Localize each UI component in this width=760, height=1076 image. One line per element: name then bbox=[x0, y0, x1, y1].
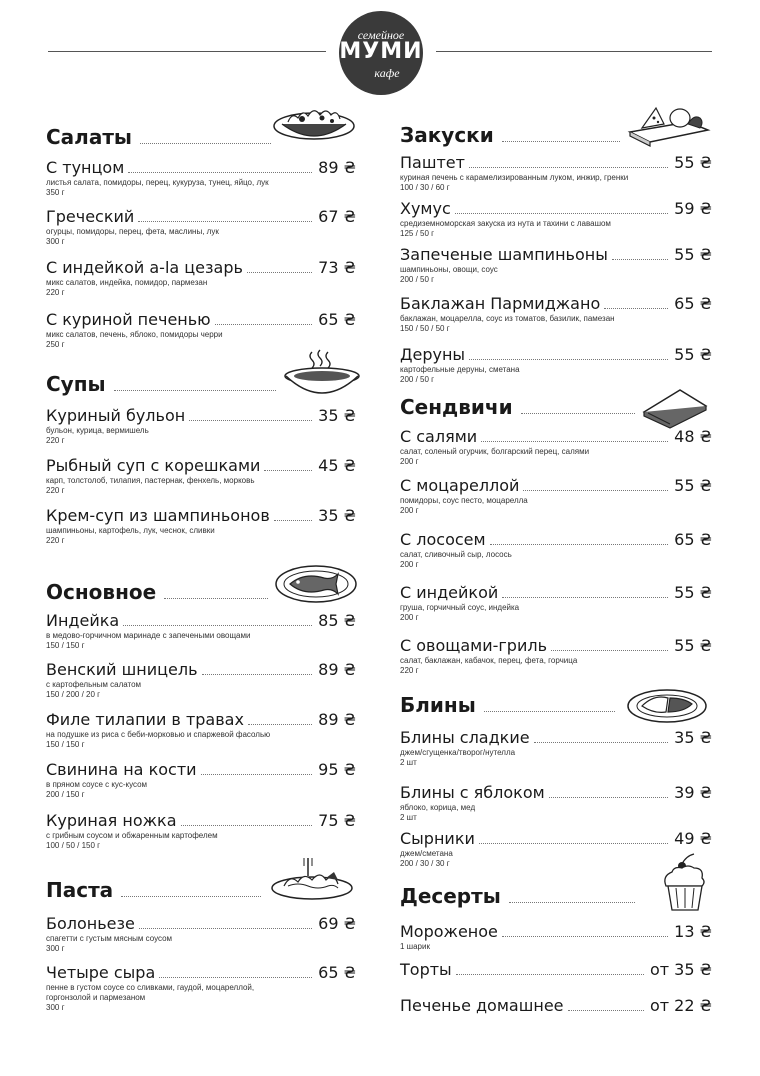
section-title-sandwiches bbox=[400, 396, 635, 418]
item-price: 69 ₴ bbox=[318, 914, 356, 933]
item-name: Куриный бульон bbox=[46, 406, 186, 425]
menu-item bbox=[46, 660, 356, 700]
leader-dots bbox=[264, 470, 312, 471]
menu-item bbox=[400, 530, 712, 570]
leader-dots bbox=[502, 936, 668, 937]
logo-line-3: кафе bbox=[374, 66, 400, 80]
item-description: в медово-горчичном маринаде с запечеными овощами bbox=[46, 631, 251, 640]
item-weight: 200 г bbox=[400, 613, 419, 622]
item-description: огурцы, помидоры, перец, фета, маслины, лук bbox=[46, 227, 219, 236]
item-description: джем/сметана bbox=[400, 849, 453, 858]
leader-dots bbox=[484, 711, 615, 712]
item-name: Паштет bbox=[400, 153, 465, 172]
item-name: С индейкой a-la цезарь bbox=[46, 258, 243, 277]
item-price: 35 ₴ bbox=[318, 506, 356, 525]
item-price: 55 ₴ bbox=[674, 245, 712, 264]
menu-item bbox=[400, 294, 712, 334]
item-weight: 200 / 50 г bbox=[400, 275, 435, 284]
item-weight: 200 г bbox=[400, 506, 419, 515]
leader-dots bbox=[521, 413, 635, 414]
section-title: Блины bbox=[400, 693, 476, 717]
item-price: 65 ₴ bbox=[318, 963, 356, 982]
item-name: Хумус bbox=[400, 199, 451, 218]
section-title-appetizers bbox=[400, 124, 620, 146]
section-title: Десерты bbox=[400, 884, 501, 908]
leader-dots bbox=[164, 598, 268, 599]
item-description: салат, соленый огурчик, болгарский перец, салями bbox=[400, 447, 590, 456]
item-description: баклажан, моцарелла, соус из томатов, базилик, памезан bbox=[400, 314, 615, 323]
item-weight: 220 г bbox=[46, 486, 65, 495]
item-name: Мороженое bbox=[400, 922, 498, 941]
item-description: куриная печень с карамелизированным луком, инжир, гренки bbox=[400, 173, 629, 182]
leader-dots bbox=[247, 272, 312, 273]
leader-dots bbox=[549, 797, 668, 798]
item-weight: 2 шт bbox=[400, 758, 417, 767]
item-description: средиземноморская закуска из нута и тахини с лавашом bbox=[400, 219, 611, 228]
leader-dots bbox=[523, 490, 668, 491]
cupcake-icon bbox=[660, 852, 710, 912]
leader-dots bbox=[481, 441, 668, 442]
item-weight: 220 г bbox=[400, 666, 419, 675]
item-name: Болоньезе bbox=[46, 914, 135, 933]
menu-item bbox=[400, 199, 712, 239]
item-description: джем/сгущенка/творог/нутелла bbox=[400, 748, 516, 757]
soup-bowl-icon bbox=[282, 348, 362, 396]
item-description: в пряном соусе с кус-кусом bbox=[46, 780, 148, 789]
item-name: Баклажан Пармиджано bbox=[400, 294, 601, 313]
item-price: 55 ₴ bbox=[674, 153, 712, 172]
item-name: С тунцом bbox=[46, 158, 125, 177]
leader-dots bbox=[551, 650, 668, 651]
leader-dots bbox=[189, 420, 312, 421]
item-price: 65 ₴ bbox=[674, 294, 712, 313]
leader-dots bbox=[534, 742, 669, 743]
leader-dots bbox=[139, 928, 312, 929]
menu-item bbox=[46, 914, 356, 954]
item-price: 45 ₴ bbox=[318, 456, 356, 475]
leader-dots bbox=[455, 213, 668, 214]
menu-item bbox=[400, 476, 712, 516]
menu-item bbox=[46, 456, 356, 496]
pasta-plate-icon bbox=[270, 856, 354, 902]
item-name: Запеченые шампиньоны bbox=[400, 245, 608, 264]
item-price: 89 ₴ bbox=[318, 158, 356, 177]
cafe-logo bbox=[339, 11, 423, 95]
item-name: Свинина на кости bbox=[46, 760, 197, 779]
item-description: салат, сливочный сыр, лосось bbox=[400, 550, 512, 559]
item-weight: 300 г bbox=[46, 1003, 65, 1012]
item-price: 55 ₴ bbox=[674, 636, 712, 655]
menu-item bbox=[400, 427, 712, 467]
item-name: Блины сладкие bbox=[400, 728, 530, 747]
item-description: с грибным соусом и обжаренным картофелем bbox=[46, 831, 218, 840]
menu-item bbox=[46, 710, 356, 750]
leader-dots bbox=[215, 324, 313, 325]
item-price: 67 ₴ bbox=[318, 207, 356, 226]
item-price: 55 ₴ bbox=[674, 476, 712, 495]
item-description: груша, горчичный соус, индейка bbox=[400, 603, 520, 612]
item-description: пенне в густом соусе со сливками, гаудой, моцареллой, горгонзолой и пармезаном bbox=[46, 983, 255, 1002]
section-title-pasta bbox=[46, 879, 261, 901]
fish-plate-icon bbox=[274, 560, 358, 606]
item-weight: 220 г bbox=[46, 536, 65, 545]
leader-dots bbox=[502, 141, 620, 142]
item-description: салат, баклажан, кабачок, перец, фета, горчица bbox=[400, 656, 578, 665]
item-description: 1 шарик bbox=[400, 942, 430, 951]
section-title-main bbox=[46, 581, 268, 603]
item-name: С моцареллой bbox=[400, 476, 520, 495]
item-price: 65 ₴ bbox=[318, 310, 356, 329]
item-price: 89 ₴ bbox=[318, 660, 356, 679]
leader-dots bbox=[612, 259, 668, 260]
item-name: С индейкой bbox=[400, 583, 499, 602]
item-name: С куриной печенью bbox=[46, 310, 211, 329]
menu-item bbox=[400, 996, 712, 1016]
menu-item bbox=[400, 345, 712, 385]
menu-item bbox=[400, 960, 712, 980]
leader-dots bbox=[469, 167, 668, 168]
item-name: С овощами-гриль bbox=[400, 636, 547, 655]
item-name: Крем-суп из шампиньонов bbox=[46, 506, 270, 525]
leader-dots bbox=[509, 902, 635, 903]
item-description: яблоко, корица, мед bbox=[400, 803, 476, 812]
item-price: 55 ₴ bbox=[674, 345, 712, 364]
leader-dots bbox=[490, 544, 669, 545]
item-price: 48 ₴ bbox=[674, 427, 712, 446]
item-weight: 200 / 30 / 30 г bbox=[400, 859, 450, 868]
item-weight: 100 / 30 / 60 г bbox=[400, 183, 450, 192]
menu-item bbox=[46, 310, 356, 350]
item-weight: 350 г bbox=[46, 188, 65, 197]
section-title: Супы bbox=[46, 372, 106, 396]
item-name: Печенье домашнее bbox=[400, 996, 564, 1015]
salad-bowl-icon bbox=[272, 104, 356, 144]
section-title: Основное bbox=[46, 580, 157, 604]
menu-item bbox=[46, 207, 356, 247]
menu-item bbox=[46, 158, 356, 198]
leader-dots bbox=[604, 308, 668, 309]
item-weight: 220 г bbox=[46, 288, 65, 297]
leader-dots bbox=[469, 359, 668, 360]
menu-item bbox=[400, 636, 712, 676]
item-weight: 125 / 50 г bbox=[400, 229, 435, 238]
item-price: 55 ₴ bbox=[674, 583, 712, 602]
item-weight: 100 / 50 / 150 г bbox=[46, 841, 101, 850]
item-description: листья салата, помидоры, перец, кукуруза, тунец, яйцо, лук bbox=[46, 178, 269, 187]
leader-dots bbox=[140, 143, 271, 144]
item-weight: 300 г bbox=[46, 237, 65, 246]
section-title: Салаты bbox=[46, 125, 132, 149]
menu-item bbox=[46, 760, 356, 800]
menu-item bbox=[400, 783, 712, 823]
menu-item bbox=[400, 245, 712, 285]
pancakes-plate-icon bbox=[626, 686, 708, 726]
item-name: Куриная ножка bbox=[46, 811, 177, 830]
item-description: с картофельным салатом bbox=[46, 680, 142, 689]
leader-dots bbox=[568, 1010, 644, 1011]
item-name: Венский шницель bbox=[46, 660, 198, 679]
menu-item bbox=[46, 811, 356, 851]
item-name: Четыре сыра bbox=[46, 963, 156, 982]
item-price: 73 ₴ bbox=[318, 258, 356, 277]
leader-dots bbox=[201, 774, 313, 775]
item-weight: 300 г bbox=[46, 944, 65, 953]
leader-dots bbox=[138, 221, 312, 222]
leader-dots bbox=[456, 974, 644, 975]
item-price: 13 ₴ bbox=[674, 922, 712, 941]
item-name: Деруны bbox=[400, 345, 466, 364]
item-weight: 200 г bbox=[400, 560, 419, 569]
header-rule-left bbox=[48, 51, 326, 52]
item-description: шампиньоны, картофель, лук, чеснок, сливки bbox=[46, 526, 215, 535]
menu-item bbox=[46, 258, 356, 298]
section-title-salads bbox=[46, 126, 271, 148]
logo-line-1: семейное bbox=[357, 28, 405, 42]
item-name: Блины с яблоком bbox=[400, 783, 545, 802]
leader-dots bbox=[202, 674, 313, 675]
menu-item bbox=[46, 406, 356, 446]
leader-dots bbox=[128, 172, 312, 173]
item-description: бульон, курица, вермишель bbox=[46, 426, 149, 435]
item-price: от 22 ₴ bbox=[649, 996, 712, 1015]
section-title: Сендвичи bbox=[400, 395, 513, 419]
item-price: 75 ₴ bbox=[318, 811, 356, 830]
leader-dots bbox=[502, 597, 668, 598]
item-name: Сырники bbox=[400, 829, 475, 848]
item-description: помидоры, соус песто, моцарелла bbox=[400, 496, 528, 505]
logo-name: МУМИ bbox=[339, 39, 423, 64]
item-description: микс салатов, печень, яблоко, помидоры черри bbox=[46, 330, 223, 339]
menu-item bbox=[400, 728, 712, 768]
leader-dots bbox=[121, 896, 261, 897]
item-description: спагетти с густым мясным соусом bbox=[46, 934, 173, 943]
item-weight: 220 г bbox=[46, 436, 65, 445]
cheese-board-icon bbox=[628, 100, 710, 146]
item-description: картофельные деруны, сметана bbox=[400, 365, 520, 374]
item-weight: 150 / 150 г bbox=[46, 740, 85, 749]
item-name: Греческий bbox=[46, 207, 135, 226]
section-title: Закуски bbox=[400, 123, 494, 147]
item-name: Рыбный суп с корешками bbox=[46, 456, 261, 475]
item-price: 85 ₴ bbox=[318, 611, 356, 630]
header-rule-right bbox=[436, 51, 712, 52]
menu-item bbox=[400, 153, 712, 193]
item-weight: 200 г bbox=[400, 457, 419, 466]
item-description: микс салатов, индейка, помидор, пармезан bbox=[46, 278, 208, 287]
item-description: шампиньоны, овощи, соус bbox=[400, 265, 498, 274]
section-title-soups bbox=[46, 373, 276, 395]
item-name: С лососем bbox=[400, 530, 486, 549]
item-name: Торты bbox=[400, 960, 452, 979]
leader-dots bbox=[181, 825, 313, 826]
leader-dots bbox=[274, 520, 312, 521]
menu-item bbox=[46, 963, 356, 1013]
item-name: С салями bbox=[400, 427, 478, 446]
item-weight: 150 / 50 / 50 г bbox=[400, 324, 450, 333]
section-title: Паста bbox=[46, 878, 114, 902]
item-weight: 250 г bbox=[46, 340, 65, 349]
menu-item bbox=[46, 611, 356, 651]
item-weight: 200 / 150 г bbox=[46, 790, 85, 799]
item-weight: 150 / 150 г bbox=[46, 641, 85, 650]
leader-dots bbox=[159, 977, 312, 978]
item-weight: 150 / 200 / 20 г bbox=[46, 690, 101, 699]
item-price: 49 ₴ bbox=[674, 829, 712, 848]
item-price: 59 ₴ bbox=[674, 199, 712, 218]
item-weight: 2 шт bbox=[400, 813, 417, 822]
menu-item bbox=[400, 583, 712, 623]
leader-dots bbox=[248, 724, 312, 725]
item-weight: 200 / 50 г bbox=[400, 375, 435, 384]
item-price: 35 ₴ bbox=[318, 406, 356, 425]
item-name: Индейка bbox=[46, 611, 120, 630]
leader-dots bbox=[479, 843, 668, 844]
item-description: карп, толстолоб, тилапия, пастернак, фенхель, морковь bbox=[46, 476, 255, 485]
menu-item bbox=[400, 922, 712, 952]
item-price: 35 ₴ bbox=[674, 728, 712, 747]
item-description: на подушке из риса с беби-морковью и спаржевой фасолью bbox=[46, 730, 271, 739]
item-price: 39 ₴ bbox=[674, 783, 712, 802]
section-title-pancakes bbox=[400, 694, 615, 716]
sandwich-icon bbox=[640, 386, 710, 428]
leader-dots bbox=[123, 625, 312, 626]
section-title-desserts bbox=[400, 885, 635, 907]
item-price: 65 ₴ bbox=[674, 530, 712, 549]
leader-dots bbox=[114, 390, 276, 391]
item-price: 89 ₴ bbox=[318, 710, 356, 729]
menu-item bbox=[46, 506, 356, 546]
item-name: Филе тилапии в травах bbox=[46, 710, 244, 729]
item-price: от 35 ₴ bbox=[649, 960, 712, 979]
item-price: 95 ₴ bbox=[318, 760, 356, 779]
